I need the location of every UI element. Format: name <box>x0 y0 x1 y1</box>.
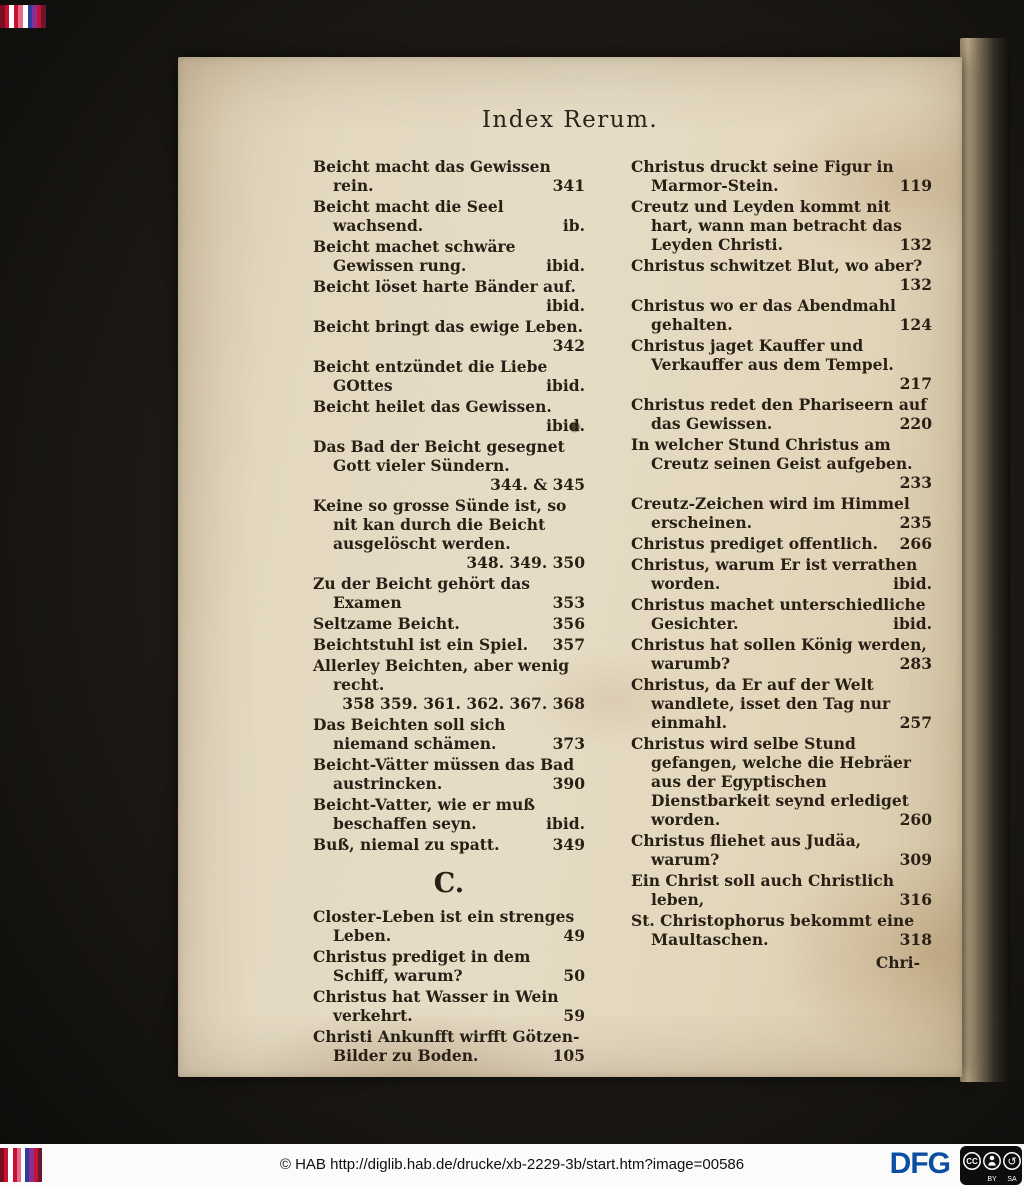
calibration-stripe <box>41 5 46 28</box>
book-fore-edge <box>960 38 1010 1082</box>
index-entry <box>631 435 932 492</box>
entry-text: Beicht-Vatter, wie er muß beschaffen seyn. <box>313 795 536 833</box>
index-entry <box>313 357 585 395</box>
cc-by-sa-icons <box>961 1147 1021 1184</box>
entry-text: Creutz und Leyden kommt nit hart, wann man betracht das Leyden Christi. <box>631 197 902 254</box>
cc-license-badge <box>960 1146 1022 1185</box>
entry-text: Creutz-Zeichen wird im Himmel erscheinen. <box>631 494 910 532</box>
index-entry <box>313 277 585 315</box>
entry-text: Keine so grosse Sünde ist, so nit kan durch die Beicht ausgelöscht werden. <box>313 496 567 553</box>
entry-page-number: 235 <box>899 513 932 532</box>
index-entry <box>313 715 585 753</box>
index-entry <box>313 947 585 985</box>
entry-page-number: 220 <box>899 414 932 433</box>
entry-page-number: 266 <box>899 534 932 553</box>
index-entry <box>313 496 585 572</box>
by-label: BY <box>987 1176 997 1183</box>
index-entry <box>631 734 932 829</box>
cc-icon: CC <box>966 1157 978 1166</box>
entry-page-number: 390 <box>552 774 585 793</box>
index-entry <box>313 987 585 1025</box>
index-entry <box>313 755 585 793</box>
entry-text: Beicht löset harte Bänder auf. <box>313 277 576 296</box>
index-entry <box>313 437 585 494</box>
entry-page-number: ibid. <box>546 296 585 315</box>
entry-text: St. Christophorus bekommt eine Maultaschen. <box>631 911 915 949</box>
index-entry <box>631 494 932 532</box>
index-entry <box>631 911 932 949</box>
entry-page-number: 119 <box>899 176 932 195</box>
entry-text: Christus, da Er auf der Welt wandlete, isset den Tag nur einmahl. <box>631 675 891 732</box>
color-calibration-strip-top <box>0 5 46 28</box>
entry-page-number: 132 <box>899 235 932 254</box>
entry-page-number: ib. <box>562 216 585 235</box>
entry-text: Christus fliehet aus Judäa, warum? <box>631 831 862 869</box>
index-entry <box>631 871 932 909</box>
entry-text: Beicht heilet das Gewissen. <box>313 397 552 416</box>
section-heading-c: C. <box>433 868 465 899</box>
index-entry <box>631 157 932 195</box>
entry-page-number: 344. & 345 <box>490 475 585 494</box>
index-entry-list-section-c <box>313 907 585 1065</box>
entry-text: Beicht entzündet die Liebe GOttes <box>313 357 548 395</box>
entry-text: Christus jaget Kauffer und Verkauffer aus dem Tempel. <box>631 336 894 374</box>
index-entry <box>631 831 932 869</box>
entry-page-number: ibid. <box>546 416 585 435</box>
index-entry <box>313 157 585 195</box>
index-entry <box>631 534 932 553</box>
index-entry <box>313 635 585 654</box>
entry-page-number: 260 <box>899 810 932 829</box>
index-entry <box>313 574 585 612</box>
entry-text: Christus druckt seine Figur in Marmor-Stein. <box>631 157 894 195</box>
index-entry <box>631 595 932 633</box>
entry-page-number: ibid. <box>893 614 932 633</box>
attribution-person-icon <box>990 1156 995 1161</box>
index-entry <box>631 336 932 393</box>
entry-page-number: 373 <box>552 734 585 753</box>
catchword: Chri- <box>875 953 920 972</box>
index-entry <box>631 296 932 334</box>
entry-text: Christus prediget offentlich. <box>631 534 879 553</box>
entry-text: Christus, warum Er ist verrathen worden. <box>631 555 918 593</box>
share-alike-arrow-icon: ↺ <box>1007 1155 1017 1168</box>
index-entry <box>313 795 585 833</box>
entry-page-number: 348. 349. 350 <box>466 553 585 572</box>
entry-page-number: 309 <box>899 850 932 869</box>
entry-page-number: ibid. <box>546 376 585 395</box>
entry-page-number: 217 <box>899 374 932 393</box>
index-entry-list-left <box>313 157 585 854</box>
entry-text: Buß, niemal zu spatt. <box>313 835 500 854</box>
entry-text: Das Bad der Beicht gesegnet Gott vieler Sündern. <box>313 437 565 475</box>
entry-text: Beicht bringt das ewige Leben. <box>313 317 583 336</box>
entry-text: Christus prediget in dem Schiff, warum? <box>313 947 531 985</box>
entry-page-number: ibid. <box>546 256 585 275</box>
index-entry <box>631 555 932 593</box>
index-entry <box>631 197 932 254</box>
index-entry <box>313 835 585 854</box>
entry-page-number: 353 <box>552 593 585 612</box>
entry-text: Allerley Beichten, aber wenig recht. <box>313 656 570 694</box>
entry-page-number: 283 <box>899 654 932 673</box>
entry-page-number: 358 359. 361. 362. 367. 368 <box>342 694 585 713</box>
entry-text: Christi Ankunfft wirfft Götzen-Bilder zu Boden. <box>313 1027 580 1065</box>
entry-page-number: 318 <box>899 930 932 949</box>
entry-page-number: ibid. <box>546 814 585 833</box>
entry-page-number: 342 <box>552 336 585 355</box>
entry-page-number: 257 <box>899 713 932 732</box>
entry-page-number: 132 <box>899 275 932 294</box>
entry-text: Das Beichten soll sich niemand schämen. <box>313 715 506 753</box>
entry-page-number: 49 <box>563 926 585 945</box>
entry-text: Closter-Leben ist ein strenges Leben. <box>313 907 575 945</box>
index-entry <box>313 656 585 713</box>
entry-text: Seltzame Beicht. <box>313 614 460 633</box>
index-entry <box>313 237 585 275</box>
entry-page-number: 59 <box>563 1006 585 1025</box>
entry-text: Zu der Beicht gehört das Examen <box>313 574 530 612</box>
scanned-page <box>178 57 962 1077</box>
entry-text: Christus hat Wasser in Wein verkehrt. <box>313 987 559 1025</box>
index-entry <box>313 907 585 945</box>
entry-text: Beicht macht die Seel wachsend. <box>313 197 504 235</box>
entry-text: Christus redet den Phariseern auf das Gewissen. <box>631 395 927 433</box>
entry-page-number: 341 <box>552 176 585 195</box>
entry-text: Christus wo er das Abendmahl gehalten. <box>631 296 896 334</box>
entry-page-number: 316 <box>899 890 932 909</box>
color-calibration-strip-bottom <box>0 1148 42 1182</box>
index-entry <box>631 395 932 433</box>
index-entry <box>631 675 932 732</box>
calibration-stripe <box>38 1148 42 1182</box>
index-entry <box>631 256 932 294</box>
entry-text: Christus hat sollen König werden, warumb? <box>631 635 927 673</box>
entry-page-number: 349 <box>552 835 585 854</box>
entry-text: Beicht macht das Gewissen rein. <box>313 157 551 195</box>
index-entry-list-right <box>631 157 932 949</box>
index-entry <box>631 635 932 673</box>
page-title: Index Rerum. <box>481 107 659 133</box>
entry-text: Ein Christ soll auch Christlich leben, <box>631 871 894 909</box>
entry-text: Christus schwitzet Blut, wo aber? <box>631 256 923 275</box>
index-entry <box>313 614 585 633</box>
index-entry <box>313 397 585 435</box>
attribution-url: © HAB http://diglib.hab.de/drucke/xb-2229-3b/start.htm?image=00586 <box>279 1156 745 1173</box>
index-entry <box>313 197 585 235</box>
index-column-left <box>313 157 585 1067</box>
entry-page-number: 50 <box>563 966 585 985</box>
entry-page-number: 105 <box>552 1046 585 1065</box>
index-columns <box>178 157 962 1067</box>
entry-page-number: 357 <box>552 635 585 654</box>
entry-text: Beichtstuhl ist ein Spiel. <box>313 635 529 654</box>
entry-page-number: 356 <box>552 614 585 633</box>
entry-text: Beicht-Vätter müssen das Bad austrincken. <box>313 755 575 793</box>
entry-text: In welcher Stund Christus am Creutz seinen Geist aufgeben. <box>631 435 913 473</box>
entry-page-number: 233 <box>899 473 932 492</box>
entry-text: Beicht machet schwäre Gewissen rung. <box>313 237 516 275</box>
footer-bar <box>0 1144 1024 1187</box>
entry-page-number: 124 <box>899 315 932 334</box>
dfg-logo: DFG <box>889 1147 950 1180</box>
entry-page-number: ibid. <box>893 574 932 593</box>
sa-label: SA <box>1007 1176 1017 1183</box>
index-entry <box>313 1027 585 1065</box>
index-entry <box>313 317 585 355</box>
index-column-right <box>631 157 932 1067</box>
entry-text: Christus wird selbe Stund gefangen, welche die Hebräer aus der Egyptischen Dienstbarkeit seynd erlediget worden. <box>631 734 912 829</box>
entry-text: Christus machet unterschiedliche Gesichter. <box>631 595 926 633</box>
